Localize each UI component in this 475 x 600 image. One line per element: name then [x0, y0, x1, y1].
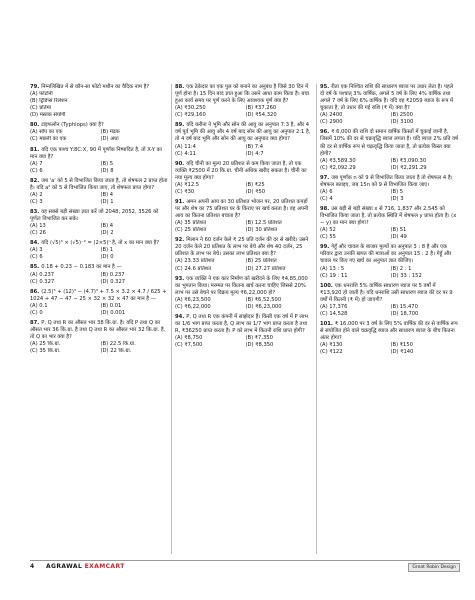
answer-option: (D) 33 : 152	[390, 272, 422, 279]
answer-option: (B) 5	[390, 188, 404, 195]
options-list	[30, 129, 168, 143]
answer-option: (D) 18,700	[390, 310, 419, 317]
question-number: 80.	[30, 122, 40, 129]
brand-logo	[46, 563, 125, 570]
answer-option: (C) 14,528	[320, 310, 348, 317]
answer-option: (C) 24.6 प्रतिशत	[175, 265, 212, 272]
question-number: 98.	[320, 206, 330, 212]
answer-option: (D) 0	[100, 254, 114, 261]
answer-option: (A) साँप का एक	[30, 129, 63, 136]
answer-option: (C) 4:11	[175, 150, 196, 157]
question-number: 84.	[30, 240, 40, 247]
answer-option: (B) ₹25	[245, 181, 265, 188]
answer-option: (B) 2 : 1	[390, 265, 412, 272]
answer-option: (A) 13	[30, 223, 46, 230]
answer-option: (D) ₹140	[390, 349, 414, 356]
question-number: 93.	[175, 275, 185, 282]
answer-option: (C) प्रतिमा	[30, 105, 52, 112]
brand-name: AGRAWAL	[46, 563, 85, 570]
options-list	[175, 220, 313, 234]
question-item	[175, 314, 313, 349]
answer-option: (A) 13 : 5	[320, 265, 345, 272]
options-list	[175, 182, 313, 196]
answer-option: (A) 7	[30, 160, 43, 167]
options-list	[30, 161, 168, 175]
answer-option: (C) ₹2,092.29	[320, 164, 356, 171]
question-item	[320, 206, 458, 241]
options-list	[320, 342, 458, 356]
options-list	[320, 158, 458, 172]
answer-option: (A) 2	[30, 191, 43, 198]
options-list	[175, 297, 313, 311]
question-number: 79.	[30, 84, 40, 90]
question-text: एक ठेकेदार का एक पुल को बनाने का अनुबंध है जिसे 30 दिन में पूर्ण होना है। 15 दिन बाद ज्ञात हुआ कि उसने आधा काम किया है। बचा हुआ कार्य समय पर पूर्ण करने के लिए आवश्यक पूर्ण क्या है?	[175, 84, 309, 105]
options-list	[175, 335, 313, 349]
answer-option: (C) 2900	[320, 119, 343, 126]
answer-option: (A) ₹6,23,500	[175, 296, 211, 303]
answer-option: (C) ₹30	[175, 188, 195, 195]
question-item	[175, 161, 313, 196]
column-divider	[316, 84, 317, 554]
question-text: ₹ 16,000 पर 3 वर्ष के लिए 5% वार्षिक की दर से वार्षिक रूप से संयोजित होने वाले चक्रवृद्धि ब्याज और साधारण ब्याज के बीच कितना अंतर होगा?	[320, 320, 458, 342]
answer-option: (D) 2	[100, 230, 114, 237]
answer-option: (C) 0.327	[30, 278, 55, 285]
column-divider	[171, 84, 172, 554]
answer-option: (D) ₹2,291.29	[390, 164, 427, 171]
answer-option: (B) 5	[100, 160, 114, 167]
question-item	[175, 122, 313, 157]
options-list	[30, 192, 168, 206]
answer-option: (C) ₹122	[320, 349, 343, 356]
answer-option: (C) मछली का एक	[30, 136, 67, 143]
answer-option: (C) 25 प्रतिशत	[175, 227, 207, 234]
answer-option: (D) ₹8,350	[245, 342, 274, 349]
answer-option: (C) 3	[30, 198, 43, 205]
options-list	[320, 304, 458, 318]
answer-option: (D) 8	[100, 167, 114, 174]
question-item	[30, 320, 168, 355]
answer-option: (A) फोटोनी	[30, 91, 53, 98]
answer-option: (B) 0.01	[100, 302, 122, 309]
answer-option: (B) 2500	[390, 112, 413, 119]
options-list	[320, 266, 458, 280]
answer-option: (B) ₹7,350	[245, 335, 273, 342]
question-text: जब पूर्णांक n को 9 से विभाजित किया जाता है तो शेषफल 4 है। शेषफल बताइए, जब 15n को 9 से विभाजित किया जाए।	[320, 174, 453, 188]
question-number: 89.	[175, 122, 185, 129]
question-text: यदि करीना ने भूमि और सोन की आयु का अनुपात 7:3 है, और 4 वर्ष पूर्व भूमि की आयु और 4 वर्ष बाद सोन की आयु का अनुपात 2:1 है, तो 4 वर्ष बाद भूमि और सोन की आयु का अनुपात क्या होगा?	[175, 122, 311, 143]
answer-option: (B) 22.5 कि.ग्रा.	[100, 341, 136, 348]
question-item	[30, 264, 168, 285]
answer-option: (D) 1	[100, 198, 114, 205]
answer-option: (B) 12.5 प्रतिशत	[245, 220, 282, 227]
answer-option: (D) ₹50	[245, 188, 266, 195]
column-3	[320, 84, 458, 359]
answer-option: (C) ₹7,500	[175, 342, 203, 349]
footer-badge: Great Robin Design	[408, 563, 460, 572]
answer-option: (A) ₹12.5	[175, 181, 200, 188]
question-number: 82.	[30, 177, 40, 184]
answer-option: (A) 6	[320, 188, 333, 195]
question-number: 85.	[30, 264, 40, 271]
question-number: 83.	[30, 209, 40, 215]
answer-option: (A) 3	[30, 247, 43, 254]
question-text: यदि (√5)³ × (√5)⁻² = (2×5)ⁿ है, तो x का मान क्या है?	[41, 240, 160, 247]
column-2	[175, 84, 313, 352]
question-number: 100.	[320, 282, 333, 289]
question-item	[320, 129, 458, 171]
answer-option: (A) ₹130	[320, 342, 343, 349]
options-list	[30, 91, 168, 119]
answer-option: (D) 27.27 प्रतिशत	[245, 265, 286, 272]
answer-option: (D) अंधा	[100, 136, 119, 143]
question-item	[30, 209, 168, 237]
question-number: 87.	[30, 319, 40, 326]
answer-option: (A) 35 प्रतिशत	[175, 220, 207, 227]
question-text: एक धनराशि 5% वार्षिक साधारण ब्याज पर 5 वर्षों में ₹13,920 हो जाती है। यदि धनराशि उसी साधारण ब्याज की दर पर 9 वर्षों में कितनी (₹ में) हो जाएगी?	[320, 282, 453, 303]
answer-option: (B) मेंढक	[100, 129, 120, 136]
question-text: उस बड़ी से बड़ी संख्या x से 716, 1,837 और 2,545 को विभाजित किया जाता है, तो प्रत्येक स्थिति में शेषफल y प्राप्त होता है। (x − y) का मान क्या होगा?	[320, 206, 457, 227]
answer-option: (B) 4	[100, 191, 114, 198]
answer-option: (B) 4	[100, 223, 114, 230]
answer-option: (A) 0.237	[30, 271, 55, 278]
answer-option: (B) 0.237	[100, 271, 125, 278]
question-item	[320, 175, 458, 203]
answer-option: (B) ₹37,260	[245, 105, 277, 112]
answer-option: (D) ₹54,320	[245, 112, 277, 119]
question-number: 81.	[30, 146, 40, 153]
answer-option: (C) 19 : 11	[320, 272, 348, 279]
question-item	[30, 240, 168, 261]
answer-option: (B) 15,470	[390, 303, 418, 310]
answer-option: (A) 23.33 प्रतिशत	[175, 258, 215, 265]
question-text: रीता एक निश्चित राशि की साधारण ब्याज पर उधार लेता है। पहले दो वर्ष के पश्चात् 3% वार्षिक, अगले 5 वर्ष के लिए 4% वार्षिक तथा अगले 7 वर्ष के लिए 6% वार्षिक है। यदि वह ₹2059 ब्याज के रूप में चुकाता है, तो उधार की गई राशि (₹ में) क्या है?	[320, 84, 454, 112]
options-list	[175, 258, 313, 272]
question-text: वह सबसे बड़ी संख्या ज्ञात करें जो 2048, 2052, 3526 को पूर्णतः विभाजित कर सके।	[30, 209, 159, 223]
question-item	[320, 84, 458, 126]
answer-option: (C) 26	[30, 230, 46, 237]
question-text: यदि एक पाश्च Y:8C:X, 90 में पूर्णांक निष्पादित है, तो X-Y का मान क्या है?	[30, 146, 162, 160]
question-item	[320, 244, 458, 279]
answer-option: (C) 4	[320, 195, 333, 202]
question-text: निम्नलिखित में से कौन-सा फोटो मशीन का वैदिक नाम है?	[41, 84, 150, 90]
column-1	[30, 84, 168, 358]
answer-option: (D) 0.327	[100, 278, 126, 285]
answer-option: (B) 51	[390, 227, 407, 234]
question-item	[320, 283, 458, 318]
answer-option: (D) 30 प्रतिशत	[245, 227, 278, 234]
answer-option: (D) 22 कि.ग्रा.	[100, 348, 132, 355]
answer-option: (D) 3100	[390, 119, 414, 126]
question-item	[30, 122, 168, 143]
answer-option: (A) 25 कि.ग्रा.	[30, 341, 61, 348]
answer-option: (D) मस्तक संयोगी	[30, 112, 66, 119]
answer-option: (D) 0.001	[100, 309, 126, 316]
question-item	[175, 237, 313, 272]
question-number: 96.	[320, 129, 330, 136]
answer-option: (B) 25 प्रतिशत	[245, 258, 277, 265]
question-item	[175, 199, 313, 234]
answer-option: (B) ट्रिडिप्स रिलेशन	[30, 98, 68, 105]
options-list	[30, 223, 168, 237]
answer-option: (B) 1	[100, 247, 114, 254]
question-text: यदि चीनी का मूल्य 20 प्रतिशत से कम किया जाता है, तो एक व्यक्ति ₹2500 में 20 कि.ग्रा. चीनी अधिक खरीद सकता है। चीनी का नया मूल्य क्या होगा?	[175, 160, 307, 181]
question-item	[30, 147, 168, 175]
question-number: 86.	[30, 288, 40, 295]
question-text: एक व्यक्ति ने एक कार निर्माण को खरीदने के लिए ₹4,85,000 का भुगतान किया। मरम्मत पर कितना खर्च करना चाहिए जिससे 20% लाभ पर उसे बेचने पर विक्रय मूल्य ₹6,22,000 हो?	[175, 275, 308, 296]
question-item	[30, 84, 168, 119]
question-number: 97.	[320, 174, 330, 181]
answer-option: (B) ₹150	[390, 342, 413, 349]
exam-page	[30, 84, 460, 554]
answer-option: (A) 17,376	[320, 303, 348, 310]
question-text: टाइफलोन (Typhlops) क्या है?	[41, 122, 104, 129]
answer-option: (C) ₹29,160	[175, 112, 206, 119]
answer-option: (C) 6	[30, 167, 43, 174]
question-number: 91.	[175, 198, 185, 205]
options-list	[30, 247, 168, 261]
answer-option: (C) 35 कि.ग्रा.	[30, 348, 61, 355]
answer-option: (C) 6	[30, 254, 43, 261]
question-text: P, Q तथा R एक कंपनी में साझेदार हैं। किसी एक वर्ष में P लाभ का 1/6 भाग प्राप्त करता है, Q लाभ का 1/7 भाग प्राप्त करता है तथा R, ₹36250 प्राप्त करता है। P को लाभ में कितनी राशि प्राप्त होगी?	[175, 313, 308, 334]
question-text: ₹ 6,000 की राशि दो समान वार्षिक किस्तों में चुकाई जानी है, जिसमें 10% की दर से चक्रवृद्धि ब्याज लगता है। यदि ब्याज 2% प्रति वर्ष की दर से वार्षिक रूप से चक्रवृद्धि किया जाता है, तो प्रत्येक किस्त क्या होगी?	[320, 129, 458, 157]
answer-option: (D) 49	[390, 234, 407, 241]
options-list	[175, 105, 313, 119]
answer-option: (A) ₹8,750	[175, 335, 203, 342]
question-text: गेहूँ और चावल के बाजार मूल्यों का अनुपात 3 : 8 है और एक परिवार द्वारा उनकी खपत की मात्राओं का अनुपात 15 : 2 है। गेहूँ और चावल पर किए गए खर्च का अनुपात ज्ञात कीजिए।	[320, 244, 452, 265]
question-text: अमन अपनी आय का 30 प्रतिशत भोजन पर, 20 प्रतिशत कपड़ों पर और शेष का 75 प्रतिशत घर के किराए पर खर्च करता है। वह अपनी आय का कितना प्रतिशत बचाता है?	[175, 198, 309, 220]
question-number: 101.	[320, 320, 333, 327]
answer-option: (C) 0	[30, 309, 43, 316]
options-list	[320, 227, 458, 241]
answer-option: (D) 3	[390, 195, 404, 202]
answer-option: (C) ₹6,22,000	[175, 303, 211, 310]
question-text: जब 'a' को 5 से विभाजित किया जाता है, तो शेषफल 2 प्राप्त होता है। यदि a² को 5 से विभाजित किया जाए, तो शेषफल प्राप्त होगा?	[30, 177, 168, 191]
answer-option: (D) 4:7	[245, 150, 264, 157]
options-list	[320, 189, 458, 203]
options-list	[30, 303, 168, 317]
question-item	[175, 276, 313, 311]
page-footer	[30, 560, 460, 573]
answer-option: (C) 55	[320, 234, 336, 241]
question-text: (2.5)³ + (12)³ − (4.7)³ + 7.5 × 3.2 × 4.7 / 625 + 1024 + 47 − 47 − 25 × 32 × 32 × 47 का मान है —	[30, 288, 167, 302]
answer-option: (A) 11:4	[175, 143, 196, 150]
answer-option: (B) 7:4	[245, 143, 264, 150]
question-number: 88.	[175, 84, 185, 90]
brand-name-accent: EXAMCART	[84, 563, 125, 570]
question-item	[320, 321, 458, 356]
answer-option: (A) ₹3,589.30	[320, 157, 356, 164]
options-list	[175, 144, 313, 158]
answer-option: (D) ₹6,23,000	[245, 303, 282, 310]
answer-option: (A) ₹30,250	[175, 105, 206, 112]
question-number: 95.	[320, 84, 330, 90]
question-text: P, Q तथा R का औसत भार 38 कि.ग्रा. है। यदि P तथा Q का औसत भार 36 कि.ग्रा. है तथा Q तथा R का औसत भार 32 कि.ग्रा. है, तो Q का भार क्या है?	[30, 319, 166, 340]
question-item	[30, 289, 168, 317]
options-list	[30, 272, 168, 286]
question-text: 0.18 + 0.23 − 0.183 का मान है —	[41, 264, 122, 271]
answer-option: (A) 0.1	[30, 302, 48, 309]
options-list	[320, 112, 458, 126]
page-number: 4	[30, 563, 35, 570]
answer-option: (B) ₹3,090.30	[390, 157, 427, 164]
question-number: 94.	[175, 313, 185, 320]
answer-option: (B) ₹6,52,500	[245, 296, 282, 303]
question-number: 92.	[175, 237, 185, 244]
question-number: 99.	[320, 244, 330, 251]
question-item	[175, 84, 313, 119]
question-number: 90.	[175, 160, 185, 167]
answer-option: (A) 52	[320, 227, 336, 234]
answer-option: (A) 2400	[320, 112, 343, 119]
question-item	[30, 178, 168, 206]
options-list	[30, 341, 168, 355]
question-text: मिलान ने 60 दर्जन केले ₹ 25 प्रति दर्जन की दर से खरीदे। उसने 20 दर्जन केले 20 प्रतिशत के लाभ पर बेचे और शेष 40 दर्जन, 25 प्रतिशत के लाभ पर बेचे। उसका लाभ प्रतिशत क्या है?	[175, 237, 309, 258]
